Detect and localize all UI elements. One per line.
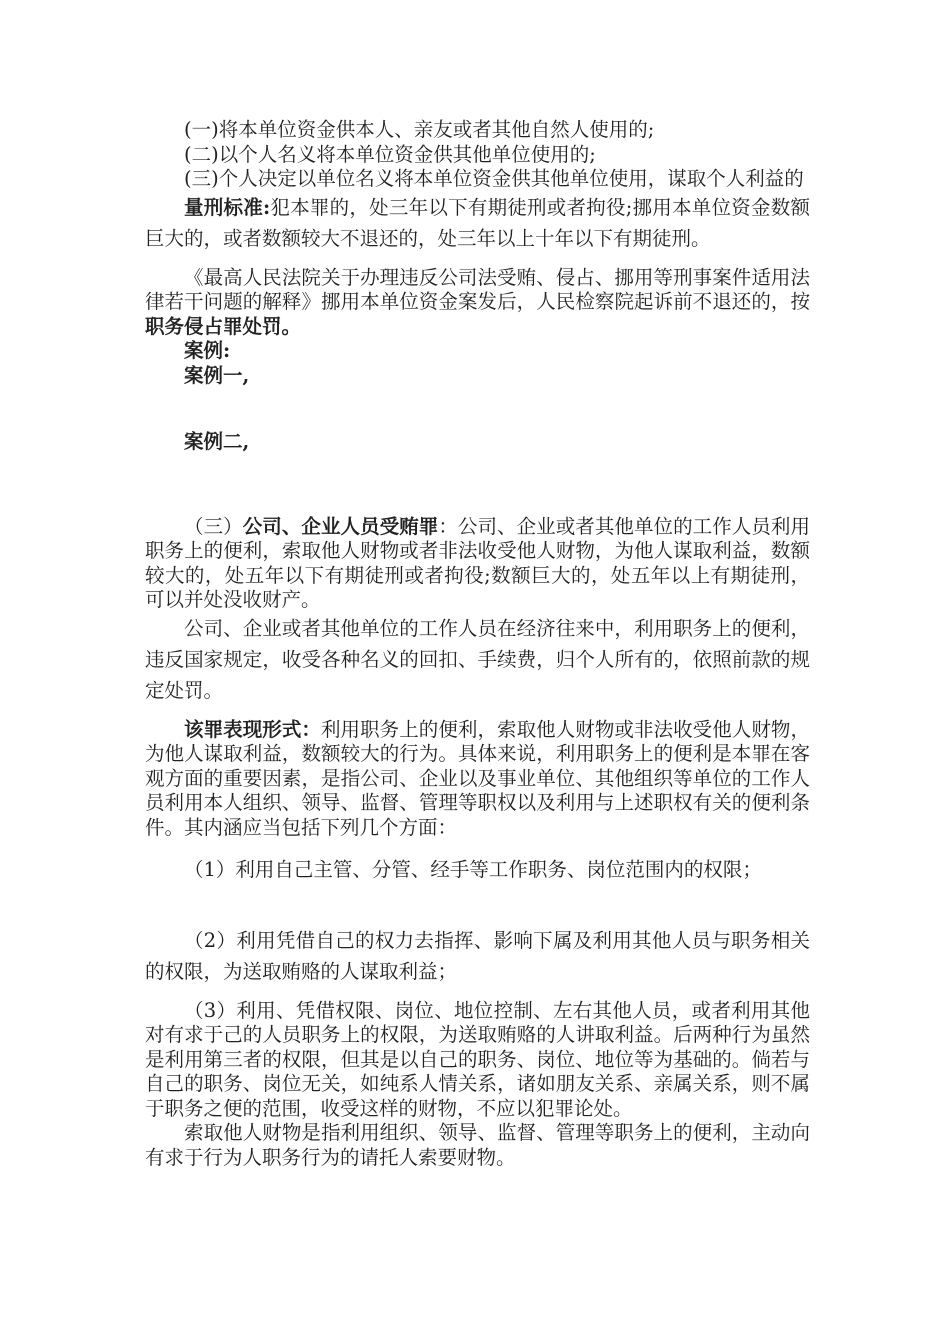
- paragraph-text: （1）利用自己主管、分管、经手等工作职务、岗位范围内的权限；: [184, 858, 762, 881]
- paragraph-text: 利用职务上的便利，索取他人财物或非法收受他人财物，为他人谋取利益，数额较大的行为。具体来说，利用职务上的便利是本罪在客观方面的重要因素，是指公司、企业以及事业单位、其他组织等单位的工作人员利用本人组织、领导、监督、管理等职权以及利用与上述职权有关的便利条件。其内涵应当包括下列几个方面：: [145, 717, 810, 839]
- list-item-1: [145, 858, 810, 883]
- manifestation-heading: 该罪表现形式：: [184, 717, 321, 741]
- judicial-interpretation-paragraph: [145, 266, 810, 340]
- paragraph-item-15: [145, 1121, 810, 1170]
- section-heading: 公司、企业人员受贿罪: [242, 514, 439, 538]
- paragraph-text: (三)个人决定以单位名义将本单位资金供其他单位使用，谋取个人利益的: [184, 167, 804, 190]
- bold-conclusion: 职务侵占罪处罚。: [145, 314, 302, 338]
- list-item-2: [145, 925, 810, 987]
- paragraph-item-1: [145, 118, 810, 143]
- paragraph-text: 公司、企业或者其他单位的工作人员在经济往来中，利用职务上的便利，违反国家规定，收受各种名义的回扣、手续费，归个人所有的，依照前款的规定处罚。: [145, 616, 810, 702]
- paragraph-item-3: [145, 167, 810, 192]
- paragraph-text: 索取他人财物是指利用组织、领导、监督、管理等职务上的便利，主动向有求于行为人职务行为的请托人索要财物。: [145, 1121, 810, 1169]
- case-label: 案例:: [184, 339, 231, 362]
- document-page: [145, 118, 810, 1170]
- list-item-3: [145, 999, 810, 1122]
- case-two-heading: [145, 430, 810, 455]
- paragraph-text: 《最高人民法院关于办理违反公司法受贿、侵占、挪用等刑事案件适用法律若干问题的解释》挪用本单位资金案发后，人民检察院起诉前不退还的，按: [145, 265, 810, 313]
- case-label: 案例一,: [184, 363, 250, 387]
- bribery-crime-paragraph: [145, 515, 810, 613]
- paragraph-text: 犯本罪的，处三年以下有期徒刑或者拘役;挪用本单位资金数额巨大的，或者数额较大不退还的，处三年以上十年以下有期徒刑。: [145, 195, 810, 250]
- paragraph-item-10: [145, 613, 810, 706]
- sentencing-standard-heading: 量刑标准:: [184, 195, 271, 219]
- case-label: 案例二,: [184, 430, 250, 453]
- paragraph-text: （2）利用凭借自己的权力去指挥、影响下属及利用其他人员与职务相关的权限，为送取贿赂的人谋取利益；: [145, 928, 810, 983]
- paragraph-text: （3）利用、凭借权限、岗位、地位控制、左右其他人员，或者利用其他对有求于己的人员职务上的权限，为送取贿赂的人讲取利益。后两种行为虽然是利用第三者的权限，但其是以自己的职务、岗位、地位等为基础的。倘若与自己的职务、岗位无关，如纯系人情关系，诸如朋友关系、亲属关系，则不属于职务之便的范围，收受这样的财物，不应以犯罪论处。: [145, 998, 810, 1120]
- case-heading: [145, 339, 810, 364]
- section-prefix: （三）: [184, 514, 243, 538]
- paragraph-text: (二)以个人名义将本单位资金供其他单位使用的;: [184, 142, 596, 166]
- paragraph-text: (一)将本单位资金供本人、亲友或者其他自然人使用的;: [184, 118, 655, 141]
- paragraph-text: ：公司、企业或者其他单位的工作人员利用职务上的便利，索取他人财物或者非法收受他人财物，为他人谋取利益，数额较大的，处五年以下有期徒刑或者拘役;数额巨大的，处五年以上有期徒刑，可以并处没收财产。: [145, 514, 810, 611]
- sentencing-standard-paragraph: [145, 192, 810, 254]
- case-one-heading: [145, 364, 810, 389]
- paragraph-item-2: [145, 143, 810, 168]
- crime-manifestation-paragraph: [145, 718, 810, 841]
